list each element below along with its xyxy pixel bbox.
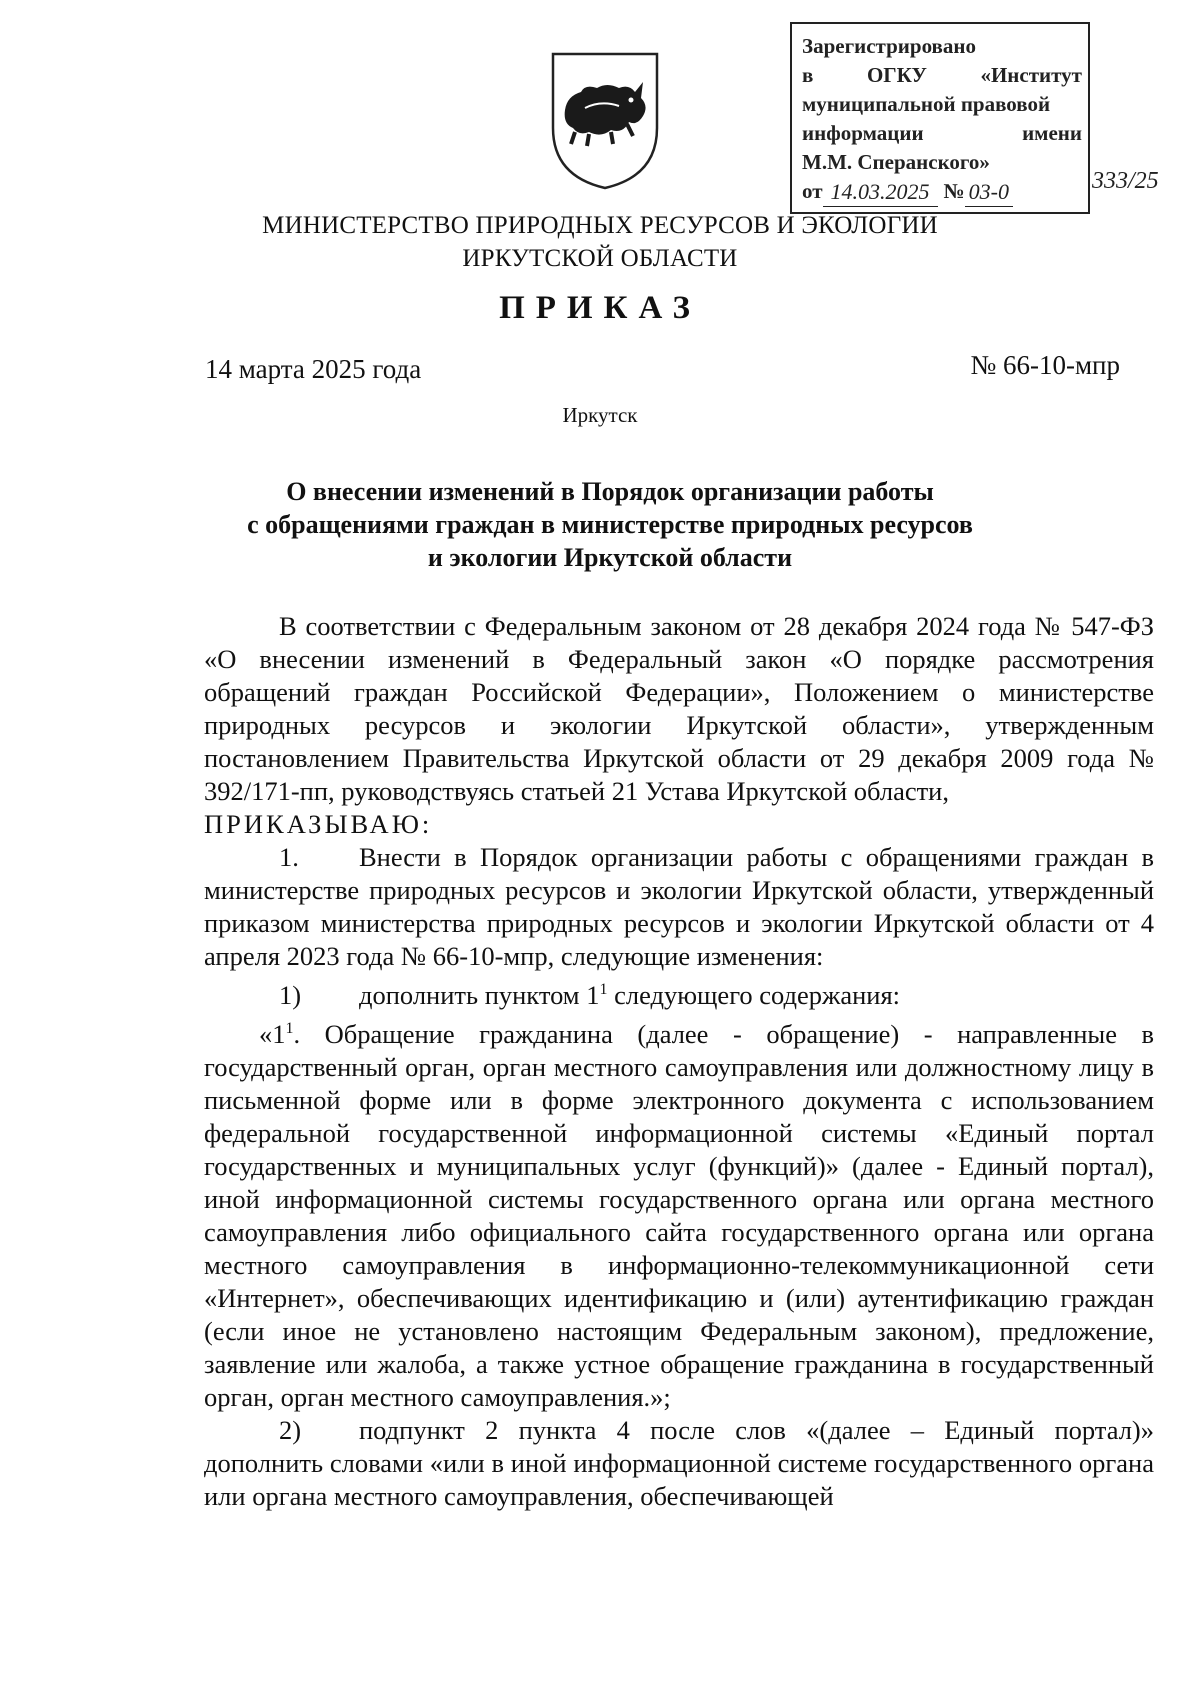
document-title-line: с обращениями граждан в министерстве природных ресурсов <box>247 510 973 539</box>
order-number: № 66-10-мпр <box>970 350 1120 380</box>
subitem-text: дополнить пунктом 1 <box>359 979 600 1010</box>
item-1-paragraph <box>204 841 1154 973</box>
registration-stamp <box>790 22 1090 214</box>
ministry-name: МИНИСТЕРСТВО ПРИРОДНЫХ РЕСУРСОВ И ЭКОЛОГИИ <box>262 212 938 239</box>
order-city: Иркутск <box>562 403 638 427</box>
stamp-line: имени <box>1022 121 1082 145</box>
stamp-number-prefix: № <box>943 179 965 203</box>
quote-open: «1 <box>259 1018 286 1049</box>
stamp-number-handwritten: 03-0 <box>965 177 1013 207</box>
document-body <box>204 610 1154 1513</box>
subitem-text-tail: следующего содержания: <box>607 979 901 1010</box>
document-title <box>180 475 1040 574</box>
coat-of-arms-emblem <box>545 48 665 193</box>
stamp-date-prefix: от <box>802 179 823 203</box>
stamp-line: ОГКУ <box>866 63 927 87</box>
subitem-2-paragraph <box>204 1414 1154 1513</box>
order-directive: ПРИКАЗЫВАЮ: <box>204 809 433 839</box>
document-type-heading: ПРИКАЗ <box>499 290 701 326</box>
quote-text: . Обращение гражданина (далее - обращение) - направленные в государственный орган, орган местного самоуправления или должностному лицу в письменной форме или в форме электронного документа с использованием федеральной государственной информационной системы «Единый портал государственных и муниципальных услуг (функций)» (далее - Единый портал), иной информационной системы государственного органа или органа местного самоуправления либо официального сайта государственного органа или органа местного самоуправления в информационно-телекоммуникационной сети «Интернет», обеспечивающих идентификацию и (или) аутентификацию граждан (если иное не установлено настоящим Федеральным законом), предложение, заявление или жалоба, а также устное обращение гражданина в государственный орган, орган местного самоуправления.»; <box>204 1018 1154 1412</box>
stamp-line: информации <box>802 121 924 145</box>
document-title-line: О внесении изменений в Порядок организации работы <box>286 477 934 506</box>
preamble-paragraph: В соответствии с Федеральным законом от 28 декабря 2024 года № 547-ФЗ «О внесении изменений в Федеральный закон «О порядке рассмотрения обращений граждан Российской Федерации», Положением о министерстве природных ресурсов и экологии Иркутской области», утвержденным постановлением Правительства Иркутской области от 29 декабря 2009 года № 392/171-пп, руководствуясь статьей 21 Устава Иркутской области, <box>204 611 1154 806</box>
document-title-line: и экологии Иркутской области <box>427 543 793 572</box>
stamp-line: муниципальной правовой <box>802 92 1051 116</box>
stamp-line: Зарегистрировано <box>802 34 976 58</box>
item-number: 1. <box>279 842 299 872</box>
stamp-line: в <box>802 63 814 87</box>
item-text: Внести в Порядок организации работы с обращениями граждан в министерстве природных ресурсов и экологии Иркутской области, утвержденный приказом министерства природных ресурсов и экологии Иркутской области от 4 апреля 2023 года № 66-10-мпр, следующие изменения: <box>204 842 1154 971</box>
stamp-number-handwritten-tail: 333/25 <box>1092 168 1159 194</box>
subitem-1-paragraph <box>204 973 1154 1012</box>
quoted-definition-paragraph <box>204 1012 1154 1414</box>
order-date: 14 марта 2025 года <box>205 354 422 384</box>
ministry-region: ИРКУТСКОЙ ОБЛАСТИ <box>462 245 738 272</box>
subitem-text: подпункт 2 пункта 4 после слов «(далее – Единый портал)» дополнить словами «или в иной информационной системе государственного органа или органа местного самоуправления, обеспечивающей <box>204 1414 1154 1511</box>
stamp-line: М.М. Сперанского» <box>802 150 990 174</box>
superscript: 1 <box>599 981 608 998</box>
superscript: 1 <box>285 1019 294 1037</box>
subitem-number: 1) <box>279 979 302 1010</box>
subitem-number: 2) <box>279 1414 302 1445</box>
stamp-line: «Институт <box>980 63 1082 87</box>
stamp-date-handwritten: 14.03.2025 <box>823 177 938 207</box>
